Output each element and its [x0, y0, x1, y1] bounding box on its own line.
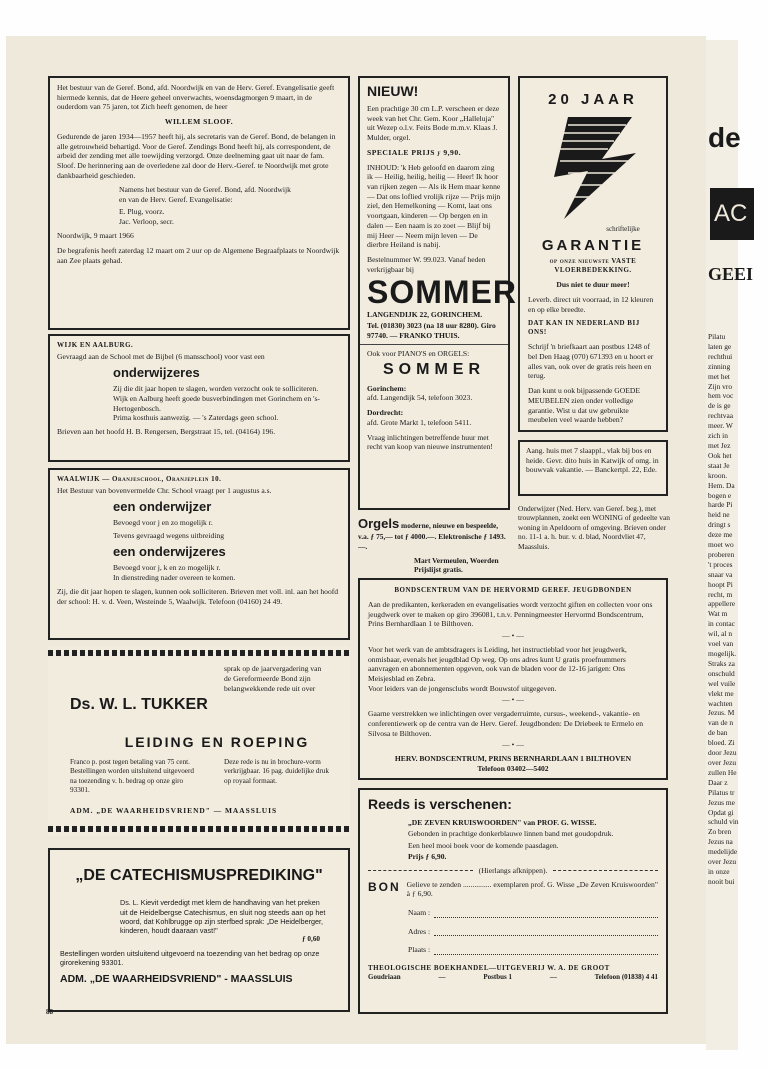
- wijk-aalburg-ad: [48, 334, 350, 462]
- next-line: heid ne: [708, 510, 730, 520]
- next-line: bloed. Zi: [708, 738, 735, 748]
- catechismus-order: Bestellingen worden uitsluitend uitgevoerd na toezending van het bedrag op onze girorekening 93301.: [60, 948, 320, 967]
- next-line: wel vuile: [708, 678, 736, 688]
- next-line: Zo bren: [708, 827, 732, 837]
- next-line: moet wo: [708, 540, 734, 550]
- newspaper-page: [6, 36, 706, 1044]
- next-line: 't proces: [708, 559, 733, 569]
- next-line: Zijn vro: [708, 381, 733, 391]
- next-line: kroon.: [708, 470, 728, 480]
- wavy-border-bottom: [48, 826, 350, 832]
- waalwijk-heading1: een onderwijzer: [113, 498, 212, 514]
- next-line: proberen: [708, 549, 735, 559]
- next-line: Hem. Da: [708, 480, 735, 490]
- reeds-footer: THEOLOGISCHE BOEKHANDEL—UITGEVERIJ W. A. DE GROOT: [368, 964, 610, 973]
- next-line: nooit bui: [708, 876, 735, 886]
- nieuw-title: NIEUW!: [367, 83, 419, 99]
- wavy-border-top: [48, 650, 350, 656]
- wijk-title: WIJK EN AALBURG.: [57, 341, 134, 349]
- adres-dots[interactable]: [434, 927, 658, 936]
- next-line: Ook het: [708, 450, 732, 460]
- garantie-top: 20 JAAR: [548, 91, 638, 108]
- bond-date: Noordwijk, 9 maart 1966: [57, 231, 134, 241]
- garantie-lever: Leverb. direct uit voorraad, in 12 kleuren en op elke breedte.: [528, 294, 654, 314]
- next-line: met Jez: [708, 440, 731, 450]
- garantie-sub: schriftelijke: [606, 225, 640, 234]
- next-line: vlekt me: [708, 688, 734, 698]
- nieuw-bestel: Bestelnummer W. 99.023. Vanaf heden verkrijgbaar bij: [367, 254, 486, 274]
- next-line: appellere: [708, 599, 736, 609]
- centrum-p5: HERV. BONDSCENTRUM, PRINS BERNHARDLAAN 1 BILTHOVEN: [394, 754, 632, 764]
- garantie-koop: Dan kunt u ook bijpassende GOEDE MEUBELEN zien onder volledige garantie. Wist u dat uw gebruikte meubelen veel waarde hebben?: [528, 386, 640, 425]
- nieuw-gor: Gorinchem:: [367, 383, 407, 393]
- next-line: hoopt Pi: [708, 579, 733, 589]
- nieuw-vraag: Vraag inlichtingen betreffende huur met recht van koop van nieuwe instrumenten!: [367, 432, 493, 452]
- bond-notice: [48, 76, 350, 330]
- centrum-p3: Voor leiders van de jongensclubs wordt Bouwstof uitgegeven.: [368, 683, 557, 693]
- centrum-title: BONDSCENTRUM VAN DE HERVORMD GEREF. JEUGDBONDEN: [394, 586, 632, 594]
- next-line: over Jezu: [708, 757, 737, 767]
- garantie-duur: Dus niet te duur meer!: [556, 280, 630, 290]
- reeds-f4: —: [549, 973, 557, 982]
- reeds-prijs: Prijs ƒ 6,90.: [408, 852, 447, 862]
- garantie-line: op onze nieuwste VASTE VLOERBEDEKKING.: [549, 257, 637, 275]
- garantie-ad: [518, 76, 668, 432]
- orgels-word: Orgels: [358, 516, 400, 531]
- next-box-text: AC: [714, 200, 748, 227]
- cut-line: [368, 866, 658, 876]
- next-line: de ban: [708, 728, 728, 738]
- bond-burial: De begrafenis heeft zaterdag 12 maart om 2 uur op de Algemene Begraafplaats te Noordwijk aan Zee plaats gehad.: [57, 246, 340, 265]
- next-line: in contac: [708, 619, 735, 629]
- bond-intro: Het bestuur van de Geref. Bond, afd. Noordwijk en van de Herv. Geref. Evangelisatie geeft hiermede kennis, dat de Heere geheel onverwachts, woensdagmorgen 9 maart, in de ouderdom van 75 jaren, tot Zich heeft genomen, de heer: [57, 83, 335, 112]
- name-field[interactable]: [408, 908, 658, 918]
- next-line: Jezus me: [708, 797, 735, 807]
- reeds-title: Reeds is verschenen:: [368, 796, 512, 812]
- next-line: zich in: [708, 431, 728, 441]
- next-box: [710, 188, 754, 240]
- nieuw-price: SPECIALE PRIJS ƒ 9,90.: [367, 147, 462, 157]
- nieuw-intro: Een prachtige 30 cm L.P. verscheen er deze week van het Chr. Gem. Koor „Halleluja" uit Wezep o.l.v. Feits Bode m.m.v. Klaas J. Mulder, orgel.: [367, 103, 500, 143]
- orgels-rest: moderne, nieuwe en bespeelde, v.a. ƒ 75,— tot ƒ 4000.—. Elektronische ƒ 1493.—.: [358, 521, 506, 551]
- next-gee: GEEI: [708, 264, 754, 284]
- next-line: met het: [708, 371, 730, 381]
- nieuw-rule: [360, 344, 508, 345]
- next-line: over Jezu: [708, 857, 737, 867]
- orgels-sig: Mart Vermeulen, Woerden: [414, 555, 499, 565]
- wijk-heading: onderwijzeres: [113, 364, 200, 380]
- next-line: laten ge: [708, 341, 732, 351]
- reeds-desc: Een heel mooi boek voor de komende paasdagen.: [408, 841, 559, 851]
- bond-sign2: en van de Herv. Geref. Evangelisatie:: [119, 195, 233, 205]
- reeds-f2: —: [438, 973, 446, 982]
- waalwijk-t1: Bevoegd voor j en zo mogelijk r.: [113, 518, 213, 528]
- next-line: Pilatu: [708, 332, 726, 341]
- wijk-t3: Prima kosthuis aanwezig. — 's Zaterdags geen school.: [113, 413, 279, 423]
- catechismus-price: ƒ 0,60: [302, 935, 320, 944]
- centrum-sep2: — • —: [502, 695, 524, 705]
- centrum-sep3: — • —: [502, 740, 524, 750]
- tukker-ad: [48, 646, 350, 836]
- address-field[interactable]: [408, 927, 658, 937]
- nieuw-tel: Tel. (01830) 3023 (na 18 uur 8280). Giro 97740. — FRANKO THUIS.: [367, 321, 496, 340]
- wijk-t4: Brieven aan het hoofd H. B. Rengersen, Bergstraat 15, tel. (04164) 196.: [57, 427, 276, 437]
- plaats-label: Plaats :: [408, 945, 431, 955]
- adres-label: Adres :: [408, 926, 431, 936]
- reeds-f5: Telefoon (01838) 4 41: [594, 973, 658, 982]
- aang-text: Aang. huis met 7 slaappl., vlak bij bos en heide. Gevr. dito huis in Katwijk of omg. in bouwvak vakantie. — Banckertpl. 22, Ede.: [526, 446, 659, 475]
- catechismus-ad: [48, 848, 350, 1012]
- next-page-edge: [706, 40, 754, 1050]
- garantie-dat: DAT KAN IN NEDERLAND BIJ ONS!: [528, 319, 640, 337]
- tukker-name: Ds. W. L. TUKKER: [70, 696, 208, 713]
- next-line: zinning: [708, 361, 731, 371]
- next-big: de: [708, 122, 741, 153]
- tukker-side: sprak op de jaarvergadering van de Gereformeerde Bond zijn belangwekkende rede uit over: [224, 664, 322, 693]
- catechismus-title: „DE CATECHISMUSPREDIKING": [75, 867, 323, 884]
- nieuw-ad: [358, 76, 517, 510]
- next-line: dringt s: [708, 520, 731, 530]
- waalwijk-heading2: een onderwijzeres: [113, 543, 226, 559]
- garantie-schrijf: Schrijf 'n briefkaart aan postbus 1248 of bel Den Haag (070) 671393 en u hoort er alles van, ook over de gratis reis heen en terug.: [528, 342, 654, 381]
- tukker-left: Franco p. post tegen betaling van 75 cent. Bestellingen worden uitsluitend uitgevoerd na toezending v. h. bedrag op onze giro 93301.: [70, 758, 194, 795]
- naam-dots[interactable]: [434, 909, 658, 918]
- reeds-f1: Goudriaan: [368, 973, 401, 982]
- centrum-p2: Voor het werk van de ambtsdragers is Leiding, het instructieblad voor het jeugdwerk, onmisbaar, evenals het jeugdblad Op weg. Op ons adres kunt U gratis proefnummers aanvragen en abonnementen opgeven, ook van de bladen voor de 12-16 jarigen: Ons Meisjesblad en Zebra.: [368, 644, 627, 683]
- centrum-p4: Gaarne verstrekken we inlichtingen over vergaderruimte, cursus-, weekend-, vakantie- en conferentiewerk op de centra van de Herv. Geref. Jeugdbonden: De Driebeek te Ermelo en Silvosa te Bilthoven.: [368, 709, 644, 738]
- next-line: bogen e: [708, 490, 732, 500]
- onderw-ad: [518, 504, 670, 551]
- catechismus-text: Ds. L. Kievit verdedigt met klem de handhaving van het preken uit de Heidelbergse Catechismus, en sluit nog steeds aan op het woord, dat Kohlbrugge op zijn sterfbed sprak: „De Heidelberger, kinderen, houdt daaraan vast!": [120, 898, 326, 936]
- reeds-bon: BON: [368, 879, 401, 894]
- tukker-right: Deze rede is nu in brochure-vorm verkrijgbaar. 16 pag. duidelijke druk op royaal formaat.: [224, 758, 329, 785]
- next-line: Jezus. M: [708, 708, 735, 718]
- next-line: meer. W: [708, 421, 733, 431]
- orgels-ad: [358, 516, 510, 576]
- lightning-bolt-graphic: [528, 111, 662, 223]
- centrum-p1: Aan de predikanten, kerkeraden en evangelisaties wordt verzocht giften en collecten voor ons jeugdwerk over te maken op giro 396081, t.n.v. Penningmeester Hervormd Bondscentrum, Prins Bernhardlaan 1 te Bilthoven.: [368, 599, 653, 629]
- wijk-line: Gevraagd aan de School met de Bijbel (6 mansschool) voor vast een: [57, 351, 265, 361]
- next-line: wil, al n: [708, 629, 733, 639]
- next-line: Daar z: [708, 777, 728, 787]
- tukker-footer: ADM. „DE WAARHEIDSVRIEND" — MAASSLUIS: [70, 806, 278, 815]
- next-line: staat Je: [708, 460, 730, 470]
- naam-label: Naam :: [408, 907, 431, 917]
- plaats-dots[interactable]: [434, 946, 658, 955]
- next-line: onschuld: [708, 668, 735, 678]
- waalwijk-line: Het Bestuur van bovenvermelde Chr. School vraagt per 1 augustus a.s.: [57, 485, 272, 495]
- next-line: rechthui: [708, 351, 733, 361]
- next-line: de is ge: [708, 401, 731, 411]
- catechismus-footer: ADM. „DE WAARHEIDSVRIEND" - MAASSLUIS: [60, 973, 293, 985]
- waalwijk-t5: Zij, die dit jaar hopen te slagen, kunnen ook solliciteren. Brieven met voll. inl. aan het hoofd der school: H. v. d. Veen, Westeinde 5, Waalwijk. Telefoon (04160) 24 49.: [57, 586, 339, 606]
- nieuw-addr: LANGENDIJK 22, GORINCHEM.: [367, 310, 483, 320]
- bondscentrum-ad: [358, 578, 668, 780]
- wijk-t1: Zij die dit jaar hopen te slagen, worden verzocht ook te solliciteren.: [113, 384, 319, 394]
- reeds-cut: (Hierlangs afknippen).: [478, 865, 548, 875]
- next-line: van de n: [708, 718, 734, 728]
- next-line: schuld vin: [708, 817, 739, 827]
- next-line: Pilatus tr: [708, 787, 735, 797]
- reeds-bon-text: Gelieve te zenden ............... exemplaren prof. G. Wisse „De Zeven Kruiswoorden" à ƒ 6,90.: [406, 879, 658, 899]
- wijk-t2: Wijk en Aalburg heeft goede busverbindingen met Gorinchem en 's-Hertogenbosch.: [113, 394, 320, 413]
- place-field[interactable]: [408, 945, 658, 955]
- next-line: Wat m: [708, 609, 728, 619]
- nieuw-sommer: SOMMER: [367, 274, 517, 311]
- next-line: deze me: [708, 530, 733, 540]
- next-text-column: [708, 332, 768, 887]
- next-line: medelijde: [708, 847, 738, 857]
- reeds-ad: [358, 788, 668, 1014]
- next-line: snaar va: [708, 569, 733, 579]
- bond-body: Gedurende de jaren 1934—1957 heeft hij, als secretaris van de Geref. Bond, de belangen in alle getrouwheid behartigd. Voor de Geref. Zendings Bond heeft hij, als correspondent, de arbeid der zending met alle toewijding verzorgd. Onze deelneming gaat uit naar de fam. Sloof. De herinnering aan de overledene zal door de Herv.-Geref. te Noordwijk met grote dankbaarheid geschieden.: [57, 131, 336, 180]
- next-line: hem voc: [708, 391, 734, 401]
- orgels-sig2: Prijslijst gratis.: [414, 565, 463, 574]
- next-line: recht, m: [708, 589, 733, 599]
- nieuw-dord: Dordrecht:: [367, 408, 404, 418]
- nieuw-piano: Ook voor PIANO'S en ORGELS:: [367, 348, 470, 358]
- next-line: Jezus na: [708, 837, 733, 847]
- next-line: Straks za: [708, 658, 735, 668]
- onderw-text: Onderwijzer (Ned. Herv. van Geref. beg.), met trouwplannen, zoekt een WONING of gedeelte van woning in Apeldoorn of omgeving. Brieven onder no. 11-1 a. h. bur. v. d. blad, Noordvliet 47, Maassluis.: [518, 504, 670, 551]
- garantie-big: GARANTIE: [541, 237, 645, 255]
- bond-sign3: E. Plug, voorz.: [119, 206, 165, 216]
- reeds-book: „DE ZEVEN KRUISWOORDEN" van PROF. G. WISSE.: [408, 817, 597, 827]
- tukker-title: LEIDING EN ROEPING: [124, 734, 310, 750]
- reeds-footer-line: [368, 973, 658, 982]
- next-line: door Jezu: [708, 748, 737, 758]
- next-line: Opdat gi: [708, 807, 734, 817]
- nieuw-dord-addr: afd. Grote Markt 1, telefoon 5411.: [367, 417, 472, 427]
- next-line: voel van: [708, 639, 734, 649]
- next-line: harde Pi: [708, 500, 733, 510]
- next-line: in onze: [708, 866, 730, 876]
- next-line: zullen He: [708, 767, 737, 777]
- bond-sign1: Namens het bestuur van de Geref. Bond, afd. Noordwijk: [119, 185, 291, 195]
- next-line: rechtvaa: [708, 411, 734, 421]
- waalwijk-t3: Bevoegd voor j, k en zo mogelijk r.: [113, 563, 221, 573]
- waalwijk-t4: In dienstreding nader overeen te komen.: [113, 573, 236, 583]
- reeds-f3: Postbus 1: [483, 973, 512, 982]
- nieuw-sommer2: SOMMER: [383, 361, 485, 379]
- next-line: mogelijk.: [708, 649, 737, 658]
- waalwijk-t2: Tevens gevraagd wegens uitbreiding: [113, 531, 225, 541]
- waalwijk-ad: [48, 468, 350, 640]
- centrum-p6: Telefoon 03402—5402: [477, 763, 549, 773]
- nieuw-gor-addr: afd. Langendijk 54, telefoon 3023.: [367, 393, 473, 403]
- centrum-sep1: — • —: [502, 631, 524, 641]
- aang-ad: [518, 440, 668, 496]
- reeds-bound: Gebonden in prachtige donkerblauwe linnen band met goudopdruk.: [408, 828, 614, 838]
- waalwijk-title: WAALWIJK — Oranjeschool, Oranjeplein 10.: [57, 475, 222, 483]
- page-number: 88: [46, 1008, 53, 1016]
- next-line: wachten: [708, 698, 733, 708]
- bond-name: WILLEM SLOOF.: [164, 117, 234, 127]
- nieuw-inhoud: INHOUD: 'k Heb geloofd en daarom zing ik — Heilig, heilig, heilig — Heer! Ik hoor van rijken zegen — Als ik Hem maar kenne — Dat ons loflied vrolijk rijze — Prijs mijn ziel, den Hemelkoning — Komt, laat ons voortgaan, kinderen — Op bergen en in dalen — Een naam is zo zoet — Blijf bij mij Heer — Neem mijn leven — De dierbre Heiland is nabij.: [367, 162, 501, 250]
- bond-sign4: Jac. Verloop, secr.: [119, 216, 174, 226]
